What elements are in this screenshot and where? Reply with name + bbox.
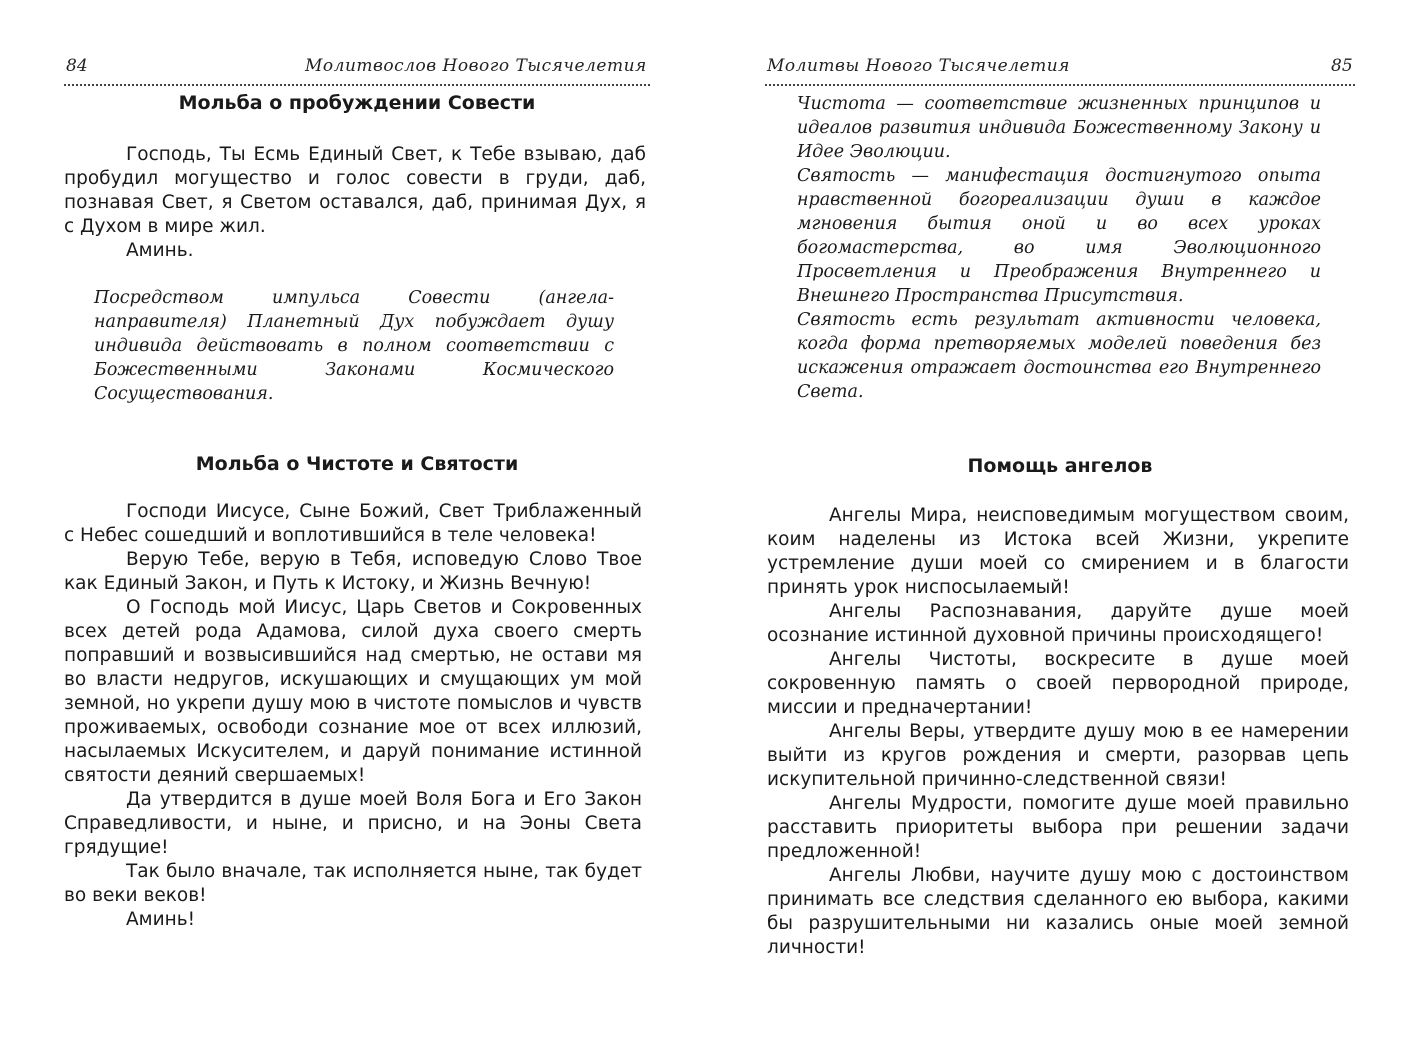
prayer-title: Мольба о Чистоте и Святости: [195, 453, 519, 475]
prayer-paragraph: Господь, Ты Есмь Единый Свет, к Тебе взываю, даб пробудил могущество и голос совести в груди, даб, познавая Свет, я Светом оставался, даб, принимая Дух, я с Духом в мире жил.: [64, 144, 646, 237]
prayer-amen: Аминь.: [126, 240, 194, 261]
prayer-amen: Аминь!: [126, 909, 196, 930]
prayer-paragraph: Господи Иисусе, Сыне Божий, Свет Триблаженный с Небес сошедший и воплотившийся в теле человека!: [64, 501, 642, 546]
header-rule: [765, 84, 1355, 86]
commentary-paragraph: Чистота — соответствие жизненных принципов и идеалов развития индивида Божественному Закону и Идее Эволюции.: [797, 94, 1321, 162]
commentary-paragraph: Посредством импульса Совести (ангела-направителя) Планетный Дух побуждает душу индивида действовать в полном соответствии с Божественными Законами Космического Сосуществования.: [94, 288, 614, 404]
prayer-paragraph: О Господь мой Иисус, Царь Светов и Сокровенных всех детей рода Адамова, силой духа своего смерть поправший и возвысившийся над смертью, не остави мя во власти недругов, искушающих и смущающих ум мой земной, но укрепи душу мою в чистоте помыслов и чувств проживаемых, освободи сознание мое от всех иллюзий, насылаемых Искусителем, и даруй понимание истинной святости деяний свершаемых!: [64, 597, 642, 786]
prayer-title: Мольба о пробуждении Совести: [178, 92, 536, 114]
prayer-body: [767, 504, 1349, 960]
prayer-paragraph: Верую Тебе, верую в Тебя, исповедую Слово Твое как Единый Закон, и Путь к Истоку, и Жизнь Вечную!: [64, 549, 642, 594]
prayer-paragraph: Ангелы Любви, научите душу мою с достоинством принимать все следствия сделанного ею выбора, какими бы разрушительными ни казались оные моей земной личности!: [767, 865, 1349, 958]
commentary-paragraph: Святость — манифестация достигнутого опыта нравственной богореализации души в каждое мгновения бытия оной и во всех уроках богомастерства, во имя Эволюционного Просветления и Преображения Внутреннего и Внешнего Пространства Присутствия.: [797, 166, 1321, 306]
prayer-title: Помощь ангелов: [967, 455, 1153, 477]
commentary: [797, 92, 1321, 404]
right-page: [713, 0, 1426, 1045]
running-head: Молитвослов Нового Тысячелетия: [305, 56, 647, 76]
header-rule: [64, 84, 650, 86]
page-number: 84: [66, 56, 88, 76]
prayer-paragraph: Ангелы Мудрости, помогите душе моей правильно расставить приоритеты выбора при решении задачи предложенной!: [767, 793, 1349, 862]
prayer-paragraph: Так было вначале, так исполняется ныне, так будет во веки веков!: [64, 861, 642, 906]
prayer-body: [64, 143, 646, 263]
commentary: [94, 286, 614, 406]
page-number: 85: [1331, 56, 1353, 76]
prayer-paragraph: Ангелы Чистоты, воскресите в душе моей сокровенную память о своей первородной природе, миссии и предначертании!: [767, 649, 1349, 718]
prayer-paragraph: Ангелы Распознавания, даруйте душе моей осознание истинной духовной причины происходящего!: [767, 601, 1349, 646]
commentary-paragraph: Святость есть результат активности человека, когда форма претворяемых моделей поведения без искажения отражает достоинства его Внутреннего Света.: [797, 310, 1321, 402]
running-head: Молитвы Нового Тысячелетия: [767, 56, 1070, 76]
prayer-body: [64, 500, 642, 932]
prayer-paragraph: Да утвердится в душе моей Воля Бога и Его Закон Справедливости, и ныне, и присно, и на Эоны Света грядущие!: [64, 789, 642, 858]
prayer-paragraph: Ангелы Мира, неисповедимым могуществом своим, коим наделены из Истока всей Жизни, укрепите устремление души моей со смирением и в благости принять урок ниспосылаемый!: [767, 505, 1349, 598]
prayer-paragraph: Ангелы Веры, утвердите душу мою в ее намерении выйти из кругов рождения и смерти, разорвав цепь искупительной причинно-следственной связи!: [767, 721, 1349, 790]
